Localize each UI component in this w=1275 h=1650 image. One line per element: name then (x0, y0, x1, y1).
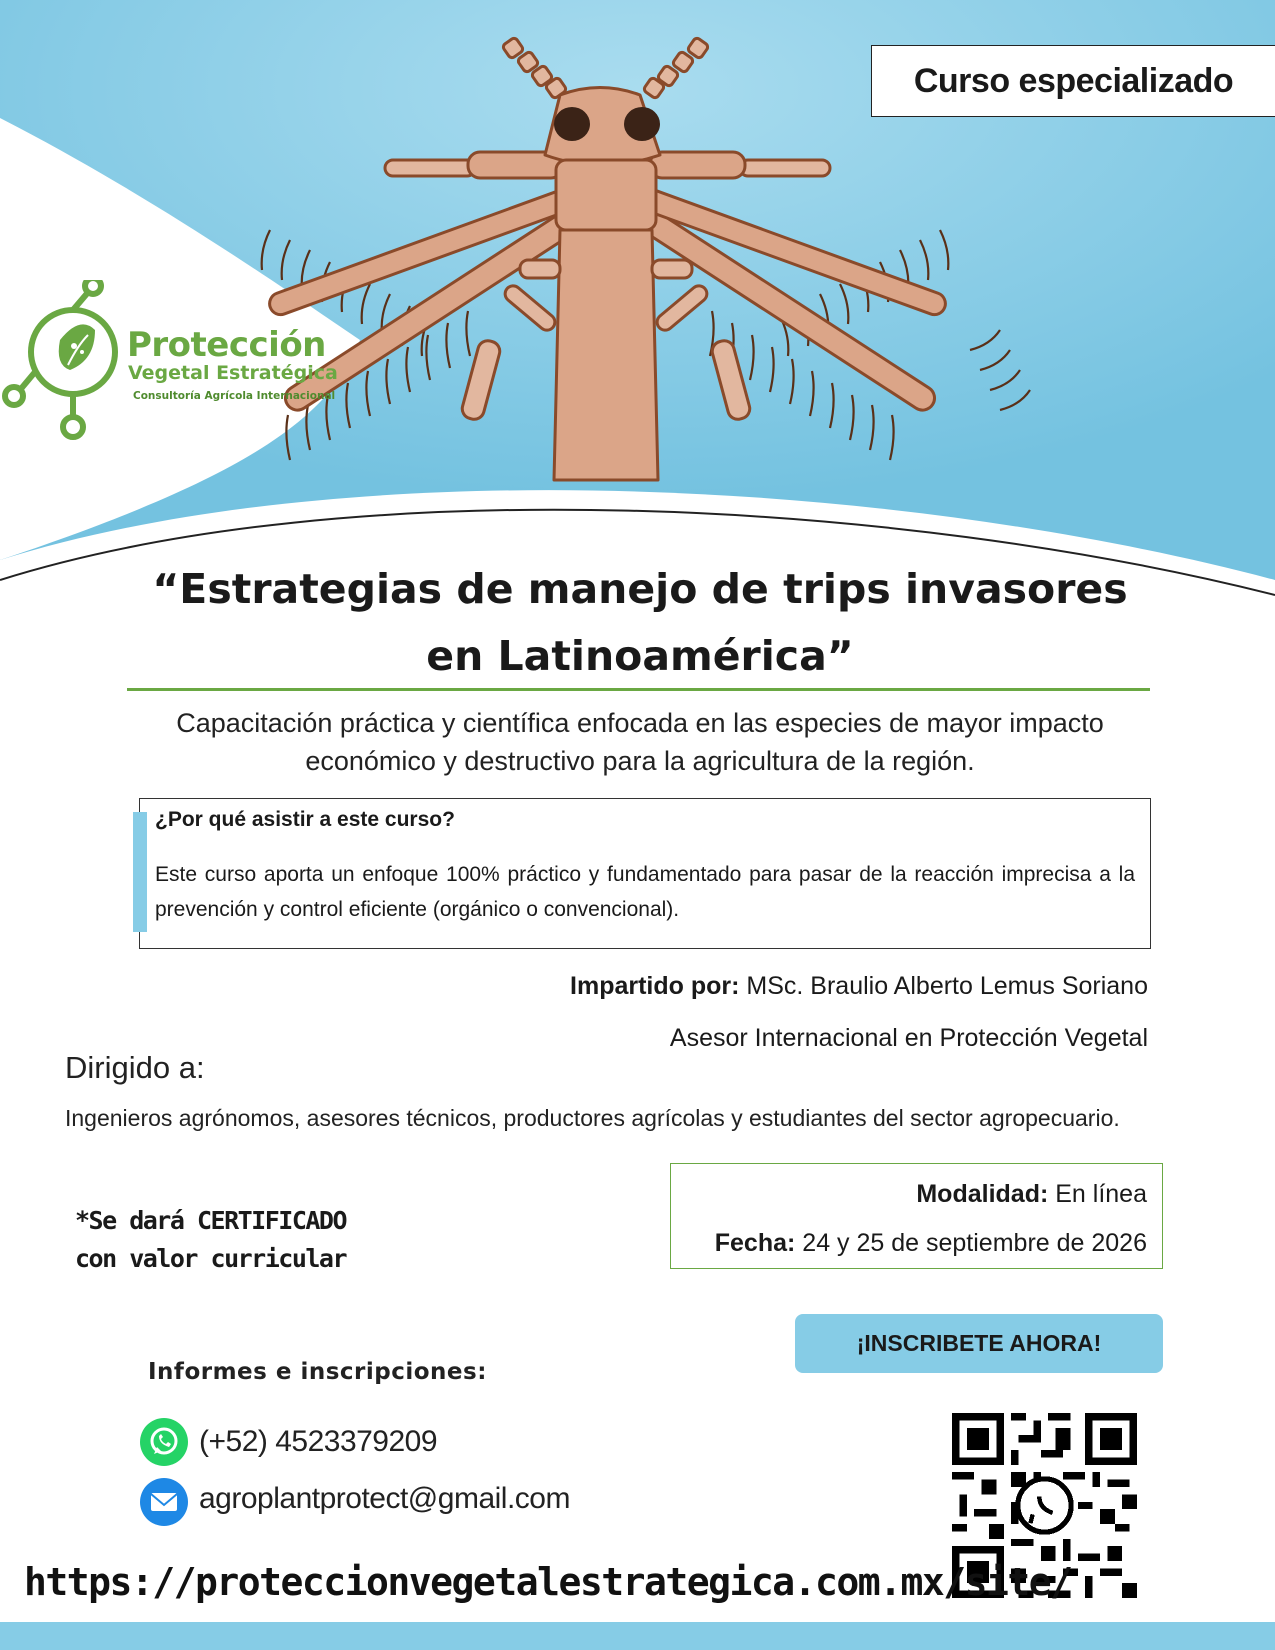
course-title-line2: en Latinoamérica” (426, 632, 854, 680)
logo-line1: Protección (127, 325, 326, 365)
modality-label: Modalidad: (916, 1180, 1049, 1208)
whatsapp-icon (140, 1418, 188, 1466)
certificate-line1: *Se dará CERTIFICADO (75, 1206, 347, 1235)
email-icon (140, 1478, 188, 1526)
why-attend-accent-bar (133, 812, 147, 932)
footer-strip (0, 1622, 1275, 1650)
why-attend-heading: ¿Por qué asistir a este curso? (155, 808, 455, 831)
date-label: Fecha: (714, 1229, 796, 1257)
audience-text: Ingenieros agrónomos, asesores técnicos, productores agrícolas y estudiantes del sector agropecuario. (65, 1105, 1120, 1131)
instructor-name: MSc. Braulio Alberto Lemus Soriano (746, 972, 1148, 1000)
course-subtitle-line2: económico y destructivo para la agricultura de la región. (305, 746, 975, 776)
why-attend-text: Este curso aporta un enfoque 100% práctico y fundamentado para pasar de la reacción imprecisa a la prevención y control eficiente (orgánico o convencional). (155, 863, 1135, 921)
date-value: 24 y 25 de septiembre de 2026 (802, 1229, 1147, 1257)
contact-email[interactable]: agroplantprotect@gmail.com (199, 1482, 570, 1515)
contact-phone[interactable]: (+52) 4523379209 (199, 1425, 438, 1458)
contact-heading: Informes e inscripciones: (148, 1359, 487, 1385)
date-line (715, 1229, 1147, 1258)
website-url[interactable]: https://proteccionvegetalestrategica.com.mx/site/ (24, 1560, 1072, 1604)
audience-heading: Dirigido a: (65, 1050, 205, 1085)
course-title (120, 556, 1160, 690)
logo-line3: Consultoría Agrícola Internacional (133, 390, 336, 402)
course-type-badge: Curso especializado (871, 45, 1275, 117)
certificate-line2: con valor curricular (75, 1244, 347, 1273)
certificate-note (75, 1202, 346, 1278)
title-divider (127, 688, 1150, 691)
register-now-button[interactable]: ¡INSCRIBETE AHORA! (795, 1314, 1163, 1373)
modality-value: En línea (1055, 1180, 1147, 1208)
course-subtitle-line1: Capacitación práctica y científica enfocada en las especies de mayor impacto (176, 708, 1104, 738)
course-title-line1: “Estrategias de manejo de trips invasores (152, 565, 1128, 613)
course-subtitle (120, 704, 1160, 780)
instructor-role: Asesor Internacional en Protección Vegetal (669, 1024, 1148, 1052)
instructor-line (570, 972, 1148, 1001)
logo-line2: Vegetal Estratégica (128, 362, 338, 384)
modality-line (916, 1180, 1147, 1209)
instructor-label: Impartido por: (570, 972, 740, 1000)
